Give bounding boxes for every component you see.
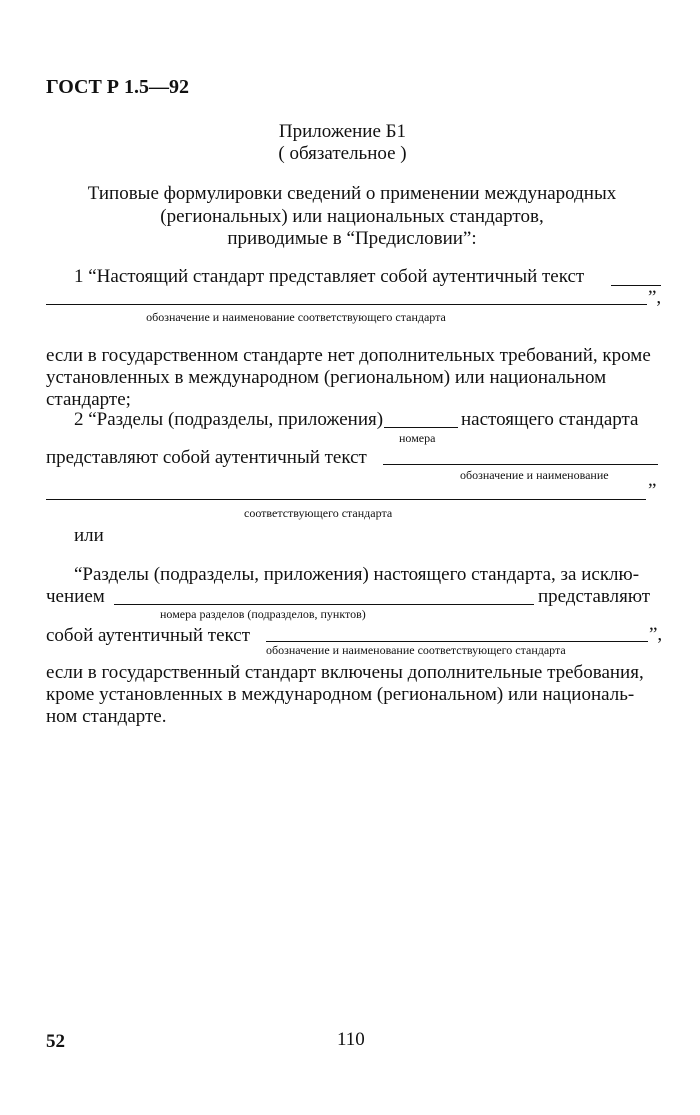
item-1-blank-long bbox=[46, 304, 647, 305]
appendix-title: Приложение Б1 bbox=[278, 121, 407, 142]
item-2-caption-standard: соответствующего стандарта bbox=[244, 506, 393, 520]
item-2-caption-numbers: номера bbox=[399, 431, 436, 445]
heading-line-1: Типовые формулировки сведений о применении международных bbox=[87, 183, 617, 204]
item-2-line-2-text: представляют собой аутентичный текст bbox=[46, 447, 367, 468]
item-2-blank-long bbox=[46, 499, 646, 500]
item-2-alt-line-2-a: чением bbox=[46, 586, 105, 607]
item-2-text-b: настоящего стандарта bbox=[461, 409, 639, 430]
item-2-alt-line-2-b: представляют bbox=[538, 586, 651, 607]
heading-line-2: (региональных) или национальных стандартов, bbox=[160, 206, 544, 227]
item-1-blank-short bbox=[611, 285, 661, 286]
standard-code: ГОСТ Р 1.5—92 bbox=[46, 76, 190, 98]
item-2-closing-quote: ” bbox=[648, 480, 657, 501]
item-2-alt-cont-line-1: если в государственный стандарт включены дополнительные требования, bbox=[46, 662, 644, 683]
item-2-alt-caption-full: обозначение и наименование соответствующего стандарта bbox=[266, 643, 566, 657]
item-1-text: 1 “Настоящий стандарт представляет собой аутентичный текст bbox=[74, 266, 585, 287]
item-1-caption: обозначение и наименование соответствующего стандарта bbox=[146, 310, 446, 324]
heading-line-3: приводимые в “Предисловии”: bbox=[227, 228, 477, 249]
item-1-closing-quote: ”, bbox=[648, 287, 662, 308]
item-2-alt-closing-quote: ”, bbox=[649, 624, 663, 645]
item-1-cont-line-1: если в государственном стандарте нет дополнительных требований, кроме bbox=[46, 345, 651, 366]
page-number-left: 52 bbox=[46, 1031, 65, 1052]
item-2-alt-cont-line-3: ном стандарте. bbox=[46, 706, 167, 727]
item-2-alt-line-1: “Разделы (подразделы, приложения) настоящего стандарта, за исклю- bbox=[74, 564, 640, 585]
item-1-cont-line-3: стандарте; bbox=[46, 389, 131, 410]
page-number-center: 110 bbox=[337, 1029, 365, 1050]
item-2-alt-blank-full bbox=[266, 641, 648, 642]
item-2-caption-designation: обозначение и наименование bbox=[460, 468, 609, 482]
item-2-alt-blank-sections bbox=[114, 604, 534, 605]
item-2-alt-line-3-text: собой аутентичный текст bbox=[46, 625, 250, 646]
item-2-blank-designation bbox=[383, 464, 658, 465]
item-2-blank-numbers bbox=[384, 427, 458, 428]
item-1-cont-line-2: установленных в международном (региональном) или национальном bbox=[46, 367, 607, 388]
item-2-alt-caption-sections: номера разделов (подразделов, пунктов) bbox=[160, 607, 366, 621]
item-2-text-a: 2 “Разделы (подразделы, приложения) bbox=[74, 409, 384, 430]
item-2-alt-cont-line-2: кроме установленных в международном (региональном) или националь- bbox=[46, 684, 635, 705]
appendix-status: ( обязательное ) bbox=[278, 143, 407, 164]
item-2-or: или bbox=[74, 525, 104, 546]
